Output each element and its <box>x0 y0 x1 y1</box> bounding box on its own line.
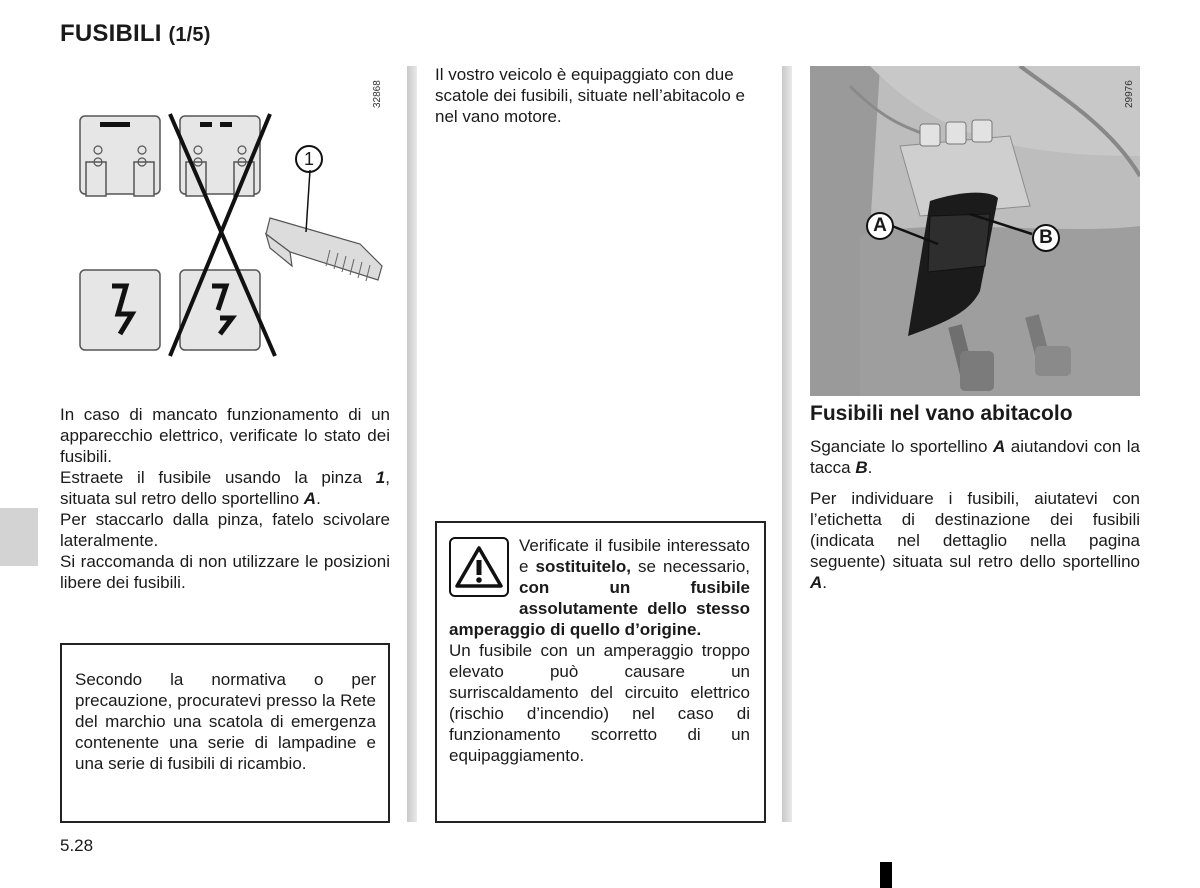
column-divider-right <box>782 66 792 822</box>
ref-a-3: A <box>810 573 823 592</box>
warning-detail: Un fusibile con un amperaggio troppo elevato può causare un surriscaldamento del circuito elettrico (rischio d’incendio) nel caso di funzionamento scorretto di un equipaggiamento. <box>449 641 750 765</box>
p2-text-end: . <box>316 489 321 508</box>
section-heading: Fusibili nel vano abitacolo <box>810 402 1073 425</box>
warning-triangle-icon <box>449 537 509 597</box>
ref-a-2: A <box>992 437 1006 456</box>
callout-b-label: B <box>1039 227 1053 248</box>
warning-t4: con un fusibile assolutamente dello stesso amperaggio di quello d’origine. <box>449 578 750 639</box>
r-p2-pre: Per individuare i fusibili, aiutatevi con l’etichetta di destinazione dei fusibili (indicata nel dettaglio nella pagina seguente) situata sul retro dello sportellino <box>810 489 1140 571</box>
emergency-kit-note <box>60 643 390 823</box>
callout-a-label: A <box>873 215 887 236</box>
left-paragraph-2 <box>60 467 390 509</box>
photo-ref-number: 29976 <box>1124 80 1135 108</box>
left-paragraph-3: Per staccarlo dalla pinza, fatelo scivolare lateralmente. <box>60 510 390 550</box>
bottom-marker <box>880 862 892 888</box>
warning-t1: Verificate il fusibile interessato e <box>519 536 750 576</box>
page-number: 5.28 <box>60 836 94 855</box>
warning-t2: sostituitelo, <box>535 557 631 576</box>
callout-b <box>1032 224 1060 252</box>
note-text: Secondo la normativa o per precauzione, procuratevi presso la Rete del marchio una scatola di emergenza contenente una serie di lampadine e una serie di fusibili di ricambio. <box>75 670 376 773</box>
ref-a: A <box>303 489 317 508</box>
r-p1-pre: Sganciate lo sportellino <box>810 437 993 456</box>
warning-t3: se necessario, <box>630 557 750 576</box>
callout-a <box>866 212 894 240</box>
left-text <box>60 404 390 593</box>
title-main: FUSIBILI <box>60 20 162 47</box>
right-paragraph-1 <box>810 436 1140 478</box>
callout-1 <box>295 145 323 173</box>
cabin-fuse-box-photo <box>810 66 1140 396</box>
left-paragraph-1: In caso di mancato funzionamento di un apparecchio elettrico, verificate lo stato dei fusibili. <box>60 405 390 466</box>
r-p1-mid: aiutandovi con la tacca <box>810 437 1140 477</box>
warning-box <box>435 521 766 823</box>
r-p1-end: . <box>867 458 873 477</box>
page-title <box>60 20 211 48</box>
chapter-tab <box>0 508 38 566</box>
left-paragraph-4: Si raccomanda di non utilizzare le posizioni libere dei fusibili. <box>60 552 390 592</box>
right-paragraph-2 <box>810 488 1140 593</box>
fuse-illustration <box>60 66 392 366</box>
middle-intro: Il vostro veicolo è equipaggiato con due scatole dei fusibili, situate nell’abitacolo e nel vano motore. <box>435 65 745 126</box>
ref-b: B <box>855 458 868 477</box>
cabin-photo-illustration <box>810 66 1140 396</box>
figure-ref-number: 32868 <box>372 80 383 108</box>
r-p2-end: . <box>822 573 828 592</box>
column-divider-left <box>407 66 417 822</box>
fuse-removal-figure <box>60 66 392 366</box>
p2-text-mid: , situata sul retro dello sportellino <box>60 468 390 508</box>
callout-1-label: 1 <box>303 149 314 169</box>
ref-1: 1 <box>375 468 386 487</box>
p2-text: Estraete il fusibile usando la pinza <box>60 468 376 487</box>
title-suffix: (1/5) <box>168 24 211 46</box>
